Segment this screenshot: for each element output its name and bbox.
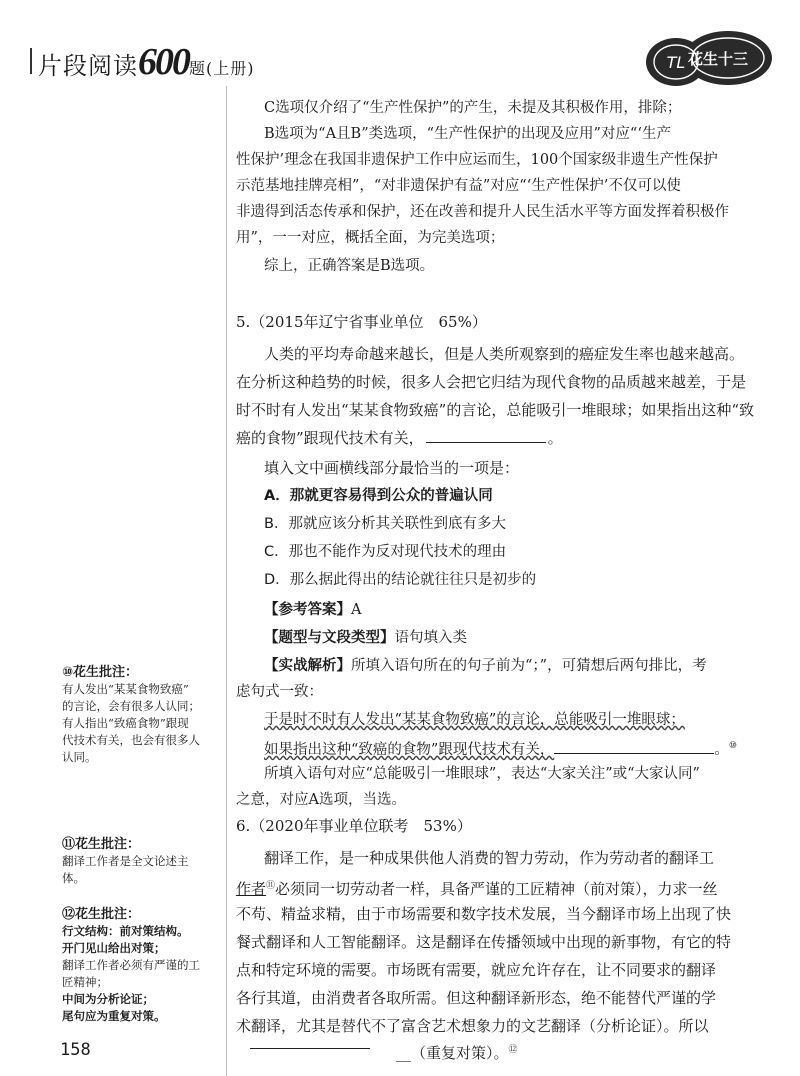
quote-2-end: 。 xyxy=(714,741,729,758)
q5-paragraph-line-4 xyxy=(236,428,563,448)
q6-line-6: 各行其道，由消费者各取所需。但这种翻译新形态，绝不能替代严谨的学 xyxy=(236,989,717,1007)
q5-conclusion-line-2: 之意，对应A选项，当选。 xyxy=(236,792,406,808)
prev-line-1: C选项仅介绍了“生产性保护”的产生，未提及其积极作用，排除； xyxy=(264,100,682,116)
q6-line-4: 餐式翻译和人工智能翻译。这是翻译在传播领域中出现的新事物，有它的特 xyxy=(236,933,732,951)
column-divider xyxy=(226,86,227,1076)
q6-line-1: 翻译工作，是一种成果供他人消费的智力劳动，作为劳动者的翻译工 xyxy=(264,849,715,867)
note-10-line: 认同。 xyxy=(62,750,97,764)
book-title xyxy=(38,40,255,84)
note-ref-11: ⑪ xyxy=(266,881,276,891)
q5-option-a: A．那就更容易得到公众的普遍认同 xyxy=(264,488,493,504)
q5-option-b: B．那就应该分析其关联性到底有多大 xyxy=(264,516,506,532)
q5-paragraph-line-1: 人类的平均寿命越来越长，但是人类所观察到的癌症发生率也越来越高。 xyxy=(264,345,745,363)
answer-value: A xyxy=(351,602,362,618)
note-12-line: 开门见山给出对策； xyxy=(62,941,166,955)
note-10-line: 有人指出“致癌食物”跟现 xyxy=(62,716,189,730)
q5-answer xyxy=(264,600,361,620)
title-unit: 题 xyxy=(189,59,207,78)
prev-line-6: 用”，一一对应，概括全面，为完美选项； xyxy=(236,230,505,246)
q6-line-3: 不苟、精益求精，由于市场需要和数字技术发展，当今翻译市场上出现了快 xyxy=(236,905,732,923)
svg-text:TL: TL xyxy=(666,53,686,72)
q5-prompt: 填入文中画横线部分最恰当的一项是： xyxy=(264,459,520,477)
note-11-line: 翻译工作者是全文论述主 xyxy=(62,854,189,868)
note-10-title: ⑩花生批注： xyxy=(62,665,139,680)
answer-label: 【参考答案】 xyxy=(264,601,351,618)
q5-p4-text: 癌的食物”跟现代技术有关， xyxy=(236,429,424,447)
analysis-label: 【实战解析】 xyxy=(264,657,351,674)
q5-analysis-line-2: 虑句式一致： xyxy=(236,684,323,700)
prev-line-2: B选项为“A且B”类选项，“生产性保护的出现及应用”对应“‘生产 xyxy=(264,126,671,142)
note-12-line: 中间为分析论证； xyxy=(62,992,154,1006)
note-12-line: 行文结构：前对策结构。 xyxy=(62,924,189,938)
note-12-title: ⑫花生批注： xyxy=(62,907,141,922)
type-label: 【题型与文段类型】 xyxy=(264,629,395,646)
analysis-text: 所填入语句所在的句子前为“；”，可猜想后两句排比，考 xyxy=(351,658,707,674)
q5-quote-line-2 xyxy=(264,736,737,760)
q6-subject: 作者 xyxy=(236,880,267,898)
q5-option-d: D．那么据此得出的结论就往往只是初步的 xyxy=(264,572,537,588)
header-mark xyxy=(30,48,35,74)
note-11-title: ⑪花生批注： xyxy=(62,837,141,852)
q6-line-2 xyxy=(236,876,718,899)
prev-line-4: 示范基地挂牌亮相”，“对非遗保护有益”对应“‘生产性保护’不仅可以使 xyxy=(236,178,681,194)
prev-line-3: 性保护’理念在我国非遗保护工作中应运而生，100个国家级非遗生产性保护 xyxy=(236,152,718,168)
q5-conclusion-line-1: 所填入语句对应“总能吸引一堆眼球”，表达“大家关注”或“大家认同” xyxy=(264,766,700,782)
title-suffix: (上册) xyxy=(206,59,255,78)
type-value: 语句填入类 xyxy=(394,630,467,646)
q6-line-2-text: 必须同一切劳动者一样，具备严谨的工匠精神（前对策），力求一丝 xyxy=(275,880,718,898)
q5-quote-line-1: 于是时不时有人发出“某某食物致癌”的言论，总能吸引一堆眼球； xyxy=(264,712,685,728)
q6-line-8 xyxy=(396,1040,518,1063)
q5-fill-blank xyxy=(426,428,546,443)
quote-2-text: 如果指出这种“致癌的食物”跟现代技术有关， xyxy=(264,741,555,758)
side-note-10 xyxy=(62,664,222,766)
note-12-line: 匠精神； xyxy=(62,975,108,989)
page-number: 158 xyxy=(60,1040,91,1060)
question-5-header: 5.（2015年辽宁省事业单位 65%） xyxy=(236,313,487,331)
prev-line-7: 综上，正确答案是B选项。 xyxy=(264,258,435,274)
brand-text: 花生十三 xyxy=(688,50,749,68)
q5-paragraph-line-3: 时不时有人发出“某某食物致癌”的言论，总能吸引一堆眼球；如果指出这种“致 xyxy=(236,401,755,419)
note-11-line: 体。 xyxy=(62,871,85,885)
q6-line-5: 点和特定环境的需要。市场既有需要，就应允许存在，让不同要求的翻译 xyxy=(236,961,717,979)
q6-final: __（重复对策）。 xyxy=(396,1044,509,1062)
note-10-line: 的言论，会有很多人认同； xyxy=(62,699,200,713)
q5-analysis-line-1 xyxy=(264,656,707,676)
q5-type xyxy=(264,628,467,648)
note-12-line: 尾句应为重复对策。 xyxy=(62,1009,166,1023)
question-6-header: 6.（2020年事业单位联考 53%） xyxy=(236,817,472,835)
note-12-line: 翻译工作者必须有严谨的工 xyxy=(62,958,200,972)
q5-paragraph-line-2: 在分析这种趋势的时候，很多人会把它归结为现代食物的品质越来越差，于是 xyxy=(236,373,747,391)
side-note-11 xyxy=(62,836,222,887)
quote-2-blank xyxy=(554,739,714,754)
side-note-12 xyxy=(62,906,222,1025)
title-number: 600 xyxy=(138,41,189,83)
note-ref-10: ⑩ xyxy=(728,741,737,751)
q5-option-c: C．那也不能作为反对现代技术的理由 xyxy=(264,544,507,560)
note-ref-12: ⑫ xyxy=(508,1045,518,1055)
q6-fill-blank xyxy=(250,1048,370,1049)
note-10-line: 有人发出“某某食物致癌” xyxy=(62,682,189,696)
prev-line-5: 非遗得到活态传承和保护，还在改善和提升人民生活水平等方面发挥着积极作 xyxy=(236,204,729,220)
note-10-line: 代技术有关，也会有很多人 xyxy=(62,733,200,747)
q6-line-7: 术翻译，尤其是替代不了富含艺术想象力的文艺翻译（分析论证）。所以 xyxy=(236,1017,709,1035)
title-prefix: 片段阅读 xyxy=(38,52,138,80)
q5-p4-end: 。 xyxy=(547,429,563,447)
